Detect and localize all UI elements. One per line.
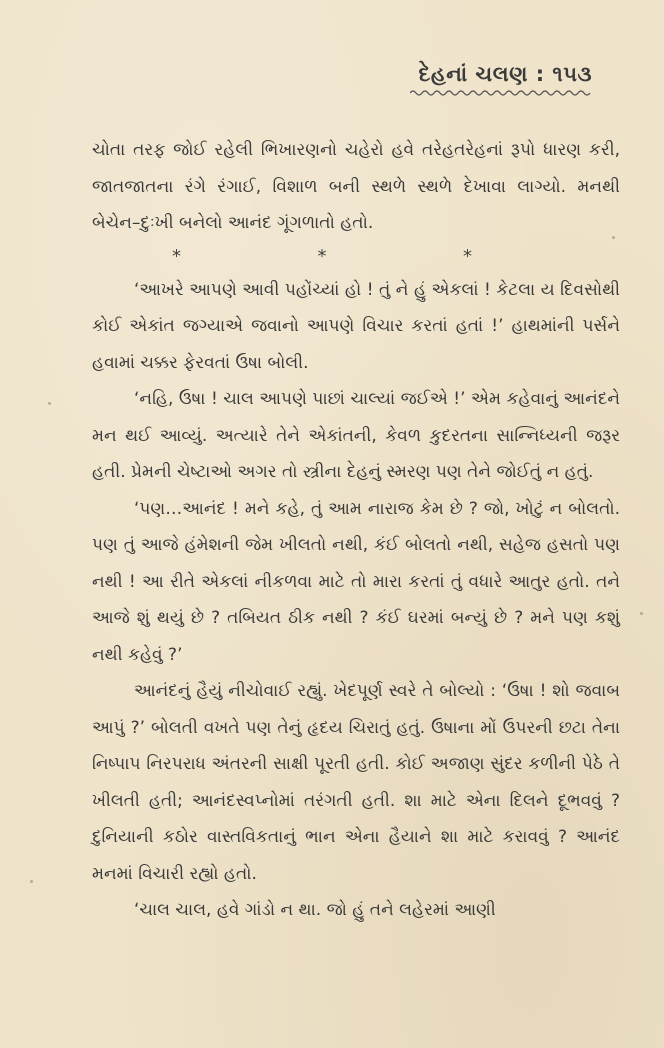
paragraph-6: ‘ચાલ ચાલ, હવે ગાંડો ન થા. જો હું તને લહેરમાં આણી [134, 900, 496, 920]
paragraph-5: આનંદનું હૈયું નીચોવાઈ રહ્યું. ખેદપૂર્ણ સ્વરે તે બોલ્યો : ‘ઉષા ! શો જવાબ આપું ?’ બોલતી વખતે પણ તેનું હૃદય ચિરાતું હતું. ઉષાના મોં ઉપરની છટા તેના નિષ્પાપ નિરપરાધ અંતરની સાક્ષી પૂરતી હતી. કોઈ અજાણ સુંદર કળીની પેઠે તે ખીલતી હતી; આનંદસ્વપ્નોમાં તરંગતી હતી. શા માટે એના દિલને દૂભવવું ? દુનિયાની કઠોર વાસ્તવિકતાનું ભાન એના હૈયાને શા માટે કરાવવું ? આનંદ મનમાં વિચારી રહ્યો હતો. [92, 681, 620, 884]
section-separator [172, 242, 472, 272]
paper-speck [30, 880, 33, 883]
paragraph-2: ‘આખરે આપણે આવી પહોંચ્યાં હો ! તું ને હું એકલાં ! કેટલા ય દિવસોથી કોઈ એકાંત જગ્યાએ જવાનો આપણે વિચાર કરતાં હતાં !’ હાથમાંની પર્સને હવામાં ચક્કર ફેરવતાં ઉષા બોલી. [92, 279, 620, 373]
running-head-text: દેહનાં ચલણ : ૧૫૩ [418, 62, 592, 86]
paper-speck [612, 236, 615, 239]
separator-star: * [172, 245, 181, 267]
paper-speck [640, 612, 643, 615]
wavy-underline [410, 89, 592, 97]
separator-star: * [463, 245, 472, 267]
paragraph-1: ચોતા તરફ જોઈ રહેલી ભિખારણનો ચહેરો હવે તરેહતરેહનાં રૂપો ધારણ કરી, જાતજાતના રંગે રંગાઈ, વિશાળ બની સ્થળે સ્થળે દેખાવા લાગ્યો. મનથી બેચેન–દુઃખી બનેલો આનંદ ગૂંગળાતો હતો. [92, 140, 620, 233]
paragraph-3: ‘નહિ, ઉષા ! ચાલ આપણે પાછાં ચાલ્યાં જઈએ !’ એમ કહેવાનું આનંદને મન થઈ આવ્યું. અત્યારે તેને એકાંતની, કેવળ કુદરતના સાન્નિધ્યની જરૂર હતી. પ્રેમની ચેષ્ટાઓ અગર તો સ્ત્રીના દેહનું સ્મરણ પણ તેને જોઈતું ન હતું. [92, 389, 620, 482]
paragraph-4: ‘પણ…આનંદ ! મને કહે, તું આમ નારાજ કેમ છે ? જો, ખોટું ન બોલતો. પણ તું આજે હંમેશની જેમ ખીલતો નથી, કંઈ બોલતો નથી, સહેજ હસતો પણ નથી ! આ રીતે એકલાં નીકળવા માટે તો મારા કરતાં તું વધારે આતુર હતો. તને આજે શું થયું છે ? તબિયત ઠીક નથી ? કંઈ ઘરમાં બન્યું છે ? મને પણ કશું નથી કહેવું ?’ [92, 498, 620, 665]
page-body [92, 132, 620, 929]
separator-star: * [317, 245, 327, 267]
paper-speck [48, 402, 51, 405]
running-head [410, 62, 592, 97]
